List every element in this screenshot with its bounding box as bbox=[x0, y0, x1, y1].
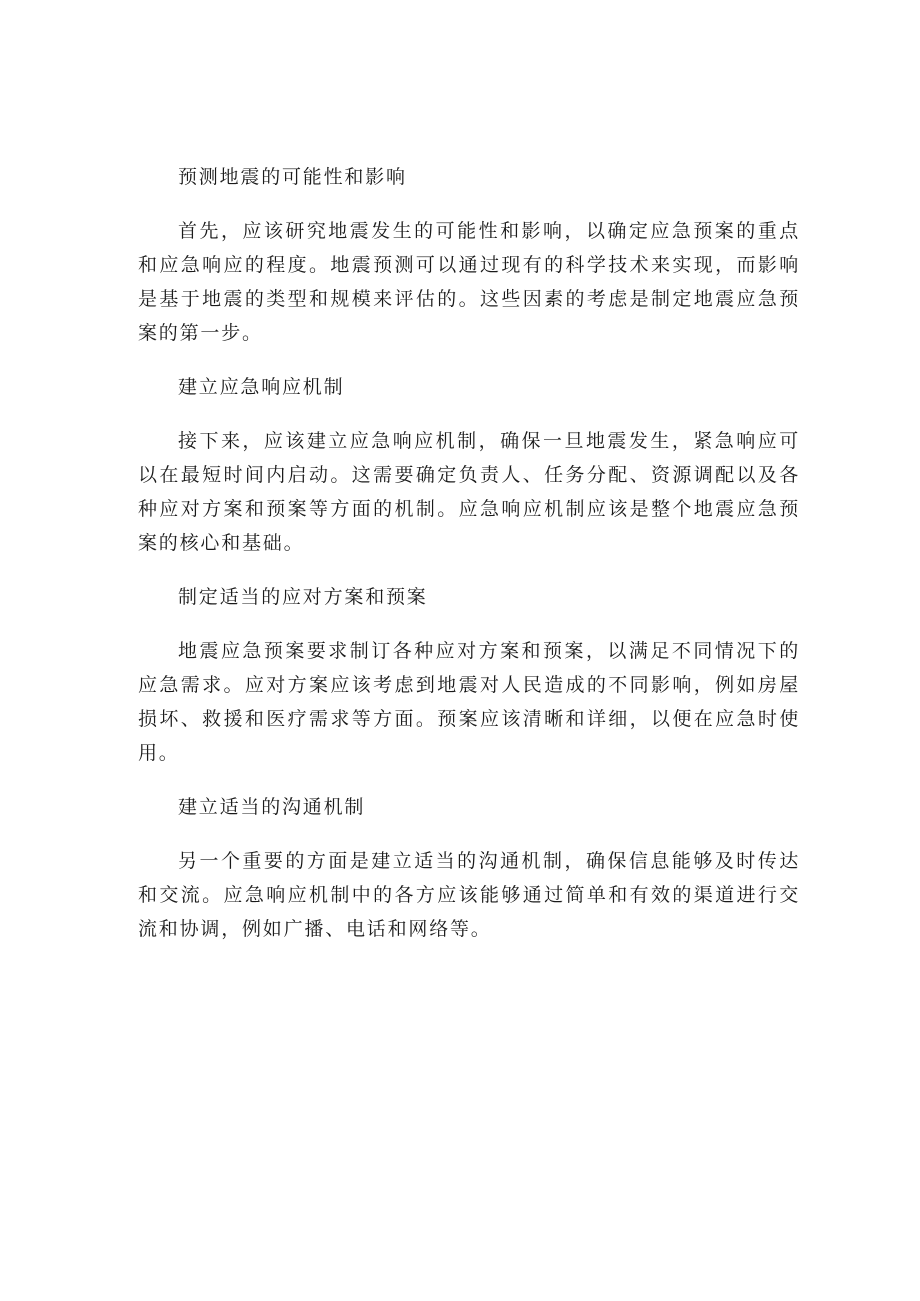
section-heading-communication: 建立适当的沟通机制 bbox=[178, 796, 366, 818]
section-body-communication: 另一个重要的方面是建立适当的沟通机制，确保信息能够及时传达和交流。应急响应机制中的各方应该能够通过简单和有效的渠道进行交流和协调，例如广播、电话和网络等。 bbox=[138, 850, 800, 940]
document-content bbox=[138, 160, 800, 966]
section-body-plans: 地震应急预案要求制订各种应对方案和预案，以满足不同情况下的应急需求。应对方案应该考虑到地震对人民造成的不同影响，例如房屋损坏、救援和医疗需求等方面。预案应该清晰和详细，以便在应急时使用。 bbox=[138, 640, 800, 764]
section-body-prediction: 首先，应该研究地震发生的可能性和影响，以确定应急预案的重点和应急响应的程度。地震预测可以通过现有的科学技术来实现，而影响是基于地震的类型和规模来评估的。这些因素的考虑是制定地震应急预案的第一步。 bbox=[138, 220, 800, 344]
section-heading-response-mechanism: 建立应急响应机制 bbox=[178, 376, 345, 398]
section-heading-plans: 制定适当的应对方案和预案 bbox=[178, 586, 428, 608]
section-heading-prediction: 预测地震的可能性和影响 bbox=[178, 166, 407, 188]
section-body-response-mechanism: 接下来，应该建立应急响应机制，确保一旦地震发生，紧急响应可以在最短时间内启动。这需要确定负责人、任务分配、资源调配以及各种应对方案和预案等方面的机制。应急响应机制应该是整个地震应急预案的核心和基础。 bbox=[138, 430, 800, 554]
